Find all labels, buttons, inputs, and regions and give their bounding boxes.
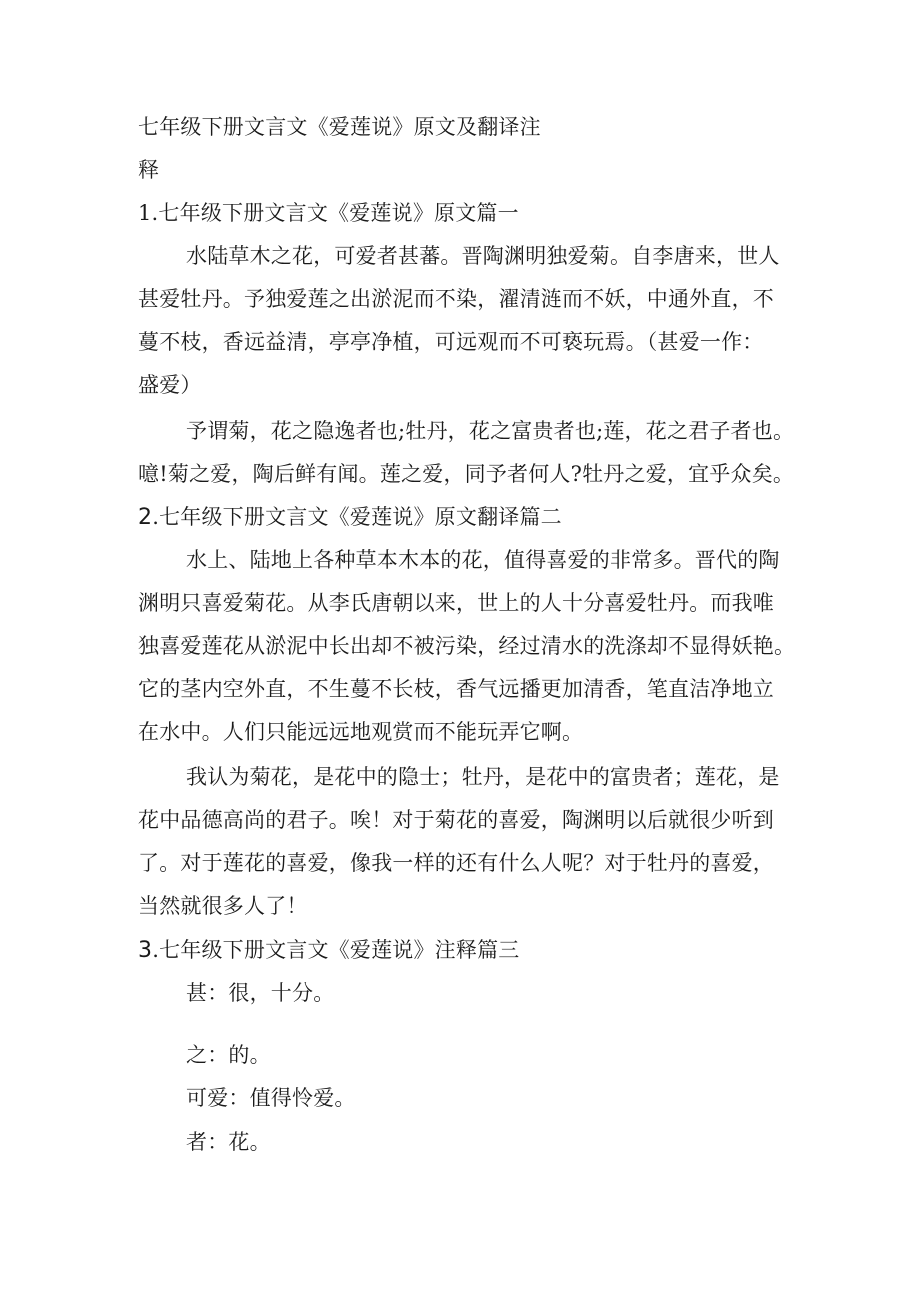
- section-1-para-1-line-2: 甚爱牡丹。予独爱莲之出淤泥而不染，濯清涟而不妖，中通外直，不: [138, 287, 774, 311]
- section-1-para-1-line-1: 水陆草木之花，可爱者甚蕃。晋陶渊明独爱菊。自李唐来，世人: [186, 244, 780, 268]
- section-1-para-2-line-2: 噫!菊之爱，陶后鲜有闻。莲之爱，同予者何人?牡丹之爱，宜乎众矣。: [138, 462, 795, 486]
- section-1-para-1-line-3: 蔓不枝，香远益清，亭亭净植，可远观而不可亵玩焉。（甚爱一作：: [138, 330, 764, 354]
- section-2-heading-text: .七年级下册文言文《爱莲说》原文翻译篇二: [152, 505, 562, 529]
- section-2-para-2-line-1: 我认为菊花，是花中的隐士；牡丹，是花中的富贵者；莲花，是: [186, 765, 780, 789]
- section-2-para-1-line-4: 它的茎内空外直，不生蔓不长枝，香气远播更加清香，笔直洁净地立: [138, 677, 774, 701]
- section-2-para-1-line-5: 在水中。人们只能远远地观赏而不能玩弄它啊。: [138, 720, 584, 744]
- section-2-number: 2: [138, 505, 153, 530]
- section-2-para-2-line-2: 花中品德高尚的君子。唉！对于菊花的喜爱，陶渊明以后就很少听到: [138, 808, 774, 832]
- section-1-heading: 1.七年级下册文言文《爱莲说》原文篇一: [138, 201, 519, 225]
- section-3-heading-text: .七年级下册文言文《爱莲说》注释篇三: [152, 938, 520, 962]
- doc-title-line-2: 释: [138, 158, 160, 182]
- note-item: 者：花。: [186, 1130, 271, 1154]
- note-item: 可爱：值得怜爱。: [186, 1086, 356, 1110]
- section-2-para-1-line-2: 渊明只喜爱菊花。从李氏唐朝以来，世上的人十分喜爱牡丹。而我唯: [138, 591, 774, 615]
- section-2-para-1-line-3: 独喜爱莲花从淤泥中长出却不被污染，经过清水的洗涤却不显得妖艳。: [138, 634, 796, 658]
- section-1-para-2-line-1: 予谓菊，花之隐逸者也;牡丹，花之富贵者也;莲，花之君子者也。: [186, 419, 795, 443]
- section-2-para-2-line-4: 当然就很多人了！: [138, 894, 308, 918]
- note-item: 之：的。: [186, 1043, 271, 1067]
- section-1-para-1-line-4: 盛爱）: [138, 373, 202, 397]
- doc-title-line-1: 七年级下册文言文《爱莲说》原文及翻译注: [138, 115, 541, 139]
- section-2-para-1-line-1: 水上、陆地上各种草本木本的花，值得喜爱的非常多。晋代的陶: [186, 548, 780, 572]
- section-3-heading: [138, 937, 519, 964]
- section-3-number: 3: [138, 938, 153, 963]
- section-2-heading: [138, 504, 562, 531]
- note-item: 甚：很，十分。: [186, 981, 335, 1005]
- section-2-para-2-line-3: 了。对于莲花的喜爱，像我一样的还有什么人呢？对于牡丹的喜爱，: [138, 851, 774, 875]
